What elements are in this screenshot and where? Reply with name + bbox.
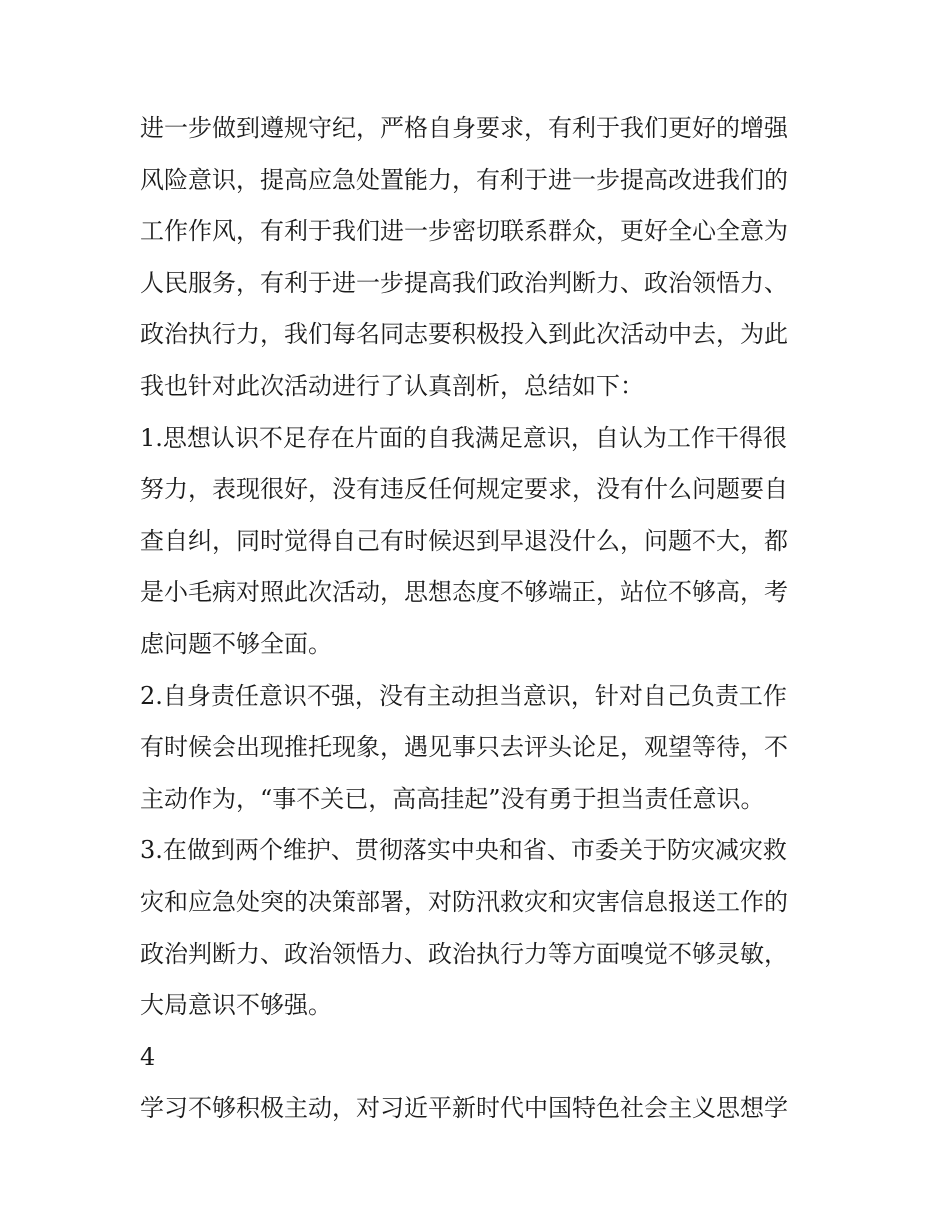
text-line: 大局意识不够强。 <box>140 991 332 1020</box>
text-line: 灾和应急处突的决策部署，对防汛救灾和灾害信息报送工作的 <box>140 887 788 916</box>
text-line: 政治执行力，我们每名同志要积极投入到此次活动中去，为此 <box>140 320 788 349</box>
list-item-4-number: 4 <box>140 1042 156 1071</box>
document-body <box>140 103 820 1135</box>
list-item-1-line: 1.思想认识不足存在片面的自我满足意识，自认为工作干得很 <box>140 423 787 452</box>
text-line: 工作作风，有利于我们进一步密切联系群众，更好全心全意为 <box>140 217 788 246</box>
text-line: 进一步做到遵规守纪，严格自身要求，有利于我们更好的增强 <box>140 114 788 142</box>
text-line: 人民服务，有利于进一步提高我们政治判断力、政治领悟力、 <box>140 268 788 297</box>
text-line: 虑问题不够全面。 <box>140 629 332 658</box>
text-line: 风险意识，提高应急处置能力，有利于进一步提高改进我们的 <box>140 165 788 194</box>
list-item-3-line: 3.在做到两个维护、贯彻落实中央和省、市委关于防灾减灾救 <box>140 836 787 865</box>
text-line: 我也针对此次活动进行了认真剖析，总结如下： <box>140 371 644 400</box>
text-line: 主动作为，“事不关已，高高挂起”没有勇于担当责任意识。 <box>140 784 765 813</box>
text-line: 政治判断力、政治领悟力、政治执行力等方面嗅觉不够灵敏， <box>140 939 788 968</box>
text-line: 是小毛病对照此次活动，思想态度不够端正，站位不够高，考 <box>140 578 788 607</box>
text-line: 查自纠，同时觉得自己有时候迟到早退没什么，问题不大，都 <box>140 526 788 555</box>
text-line: 有时候会出现推托现象，遇见事只去评头论足，观望等待，不 <box>140 733 788 762</box>
list-item-2-line: 2.自身责任意识不强，没有主动担当意识，针对自己负责工作 <box>140 681 787 710</box>
text-line: 学习不够积极主动，对习近平新时代中国特色社会主义思想学 <box>140 1094 788 1123</box>
text-line: 努力，表现很好，没有违反任何规定要求，没有什么问题要自 <box>140 475 788 504</box>
